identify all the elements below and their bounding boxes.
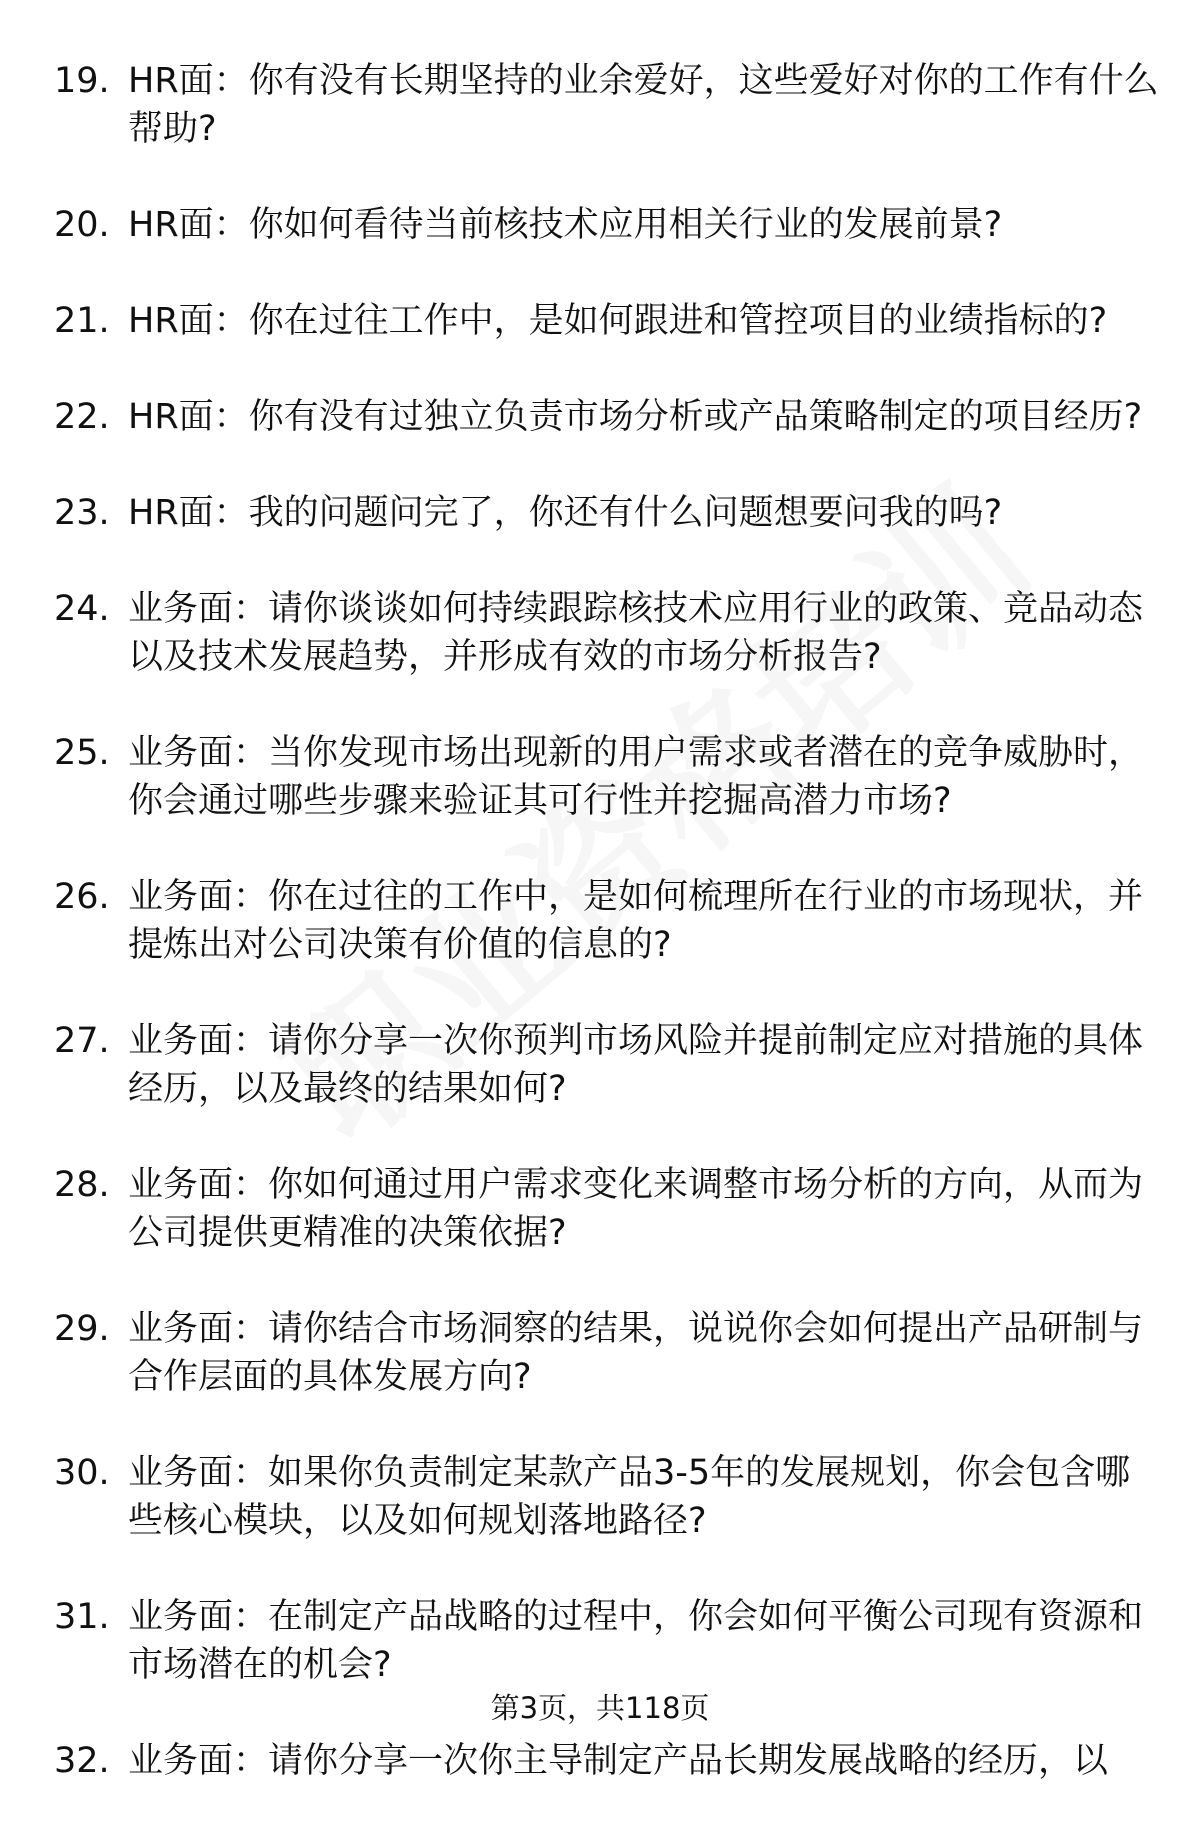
- list-item: [0, 1449, 1200, 1545]
- list-item: [0, 297, 1200, 345]
- list-item: [0, 1305, 1200, 1401]
- question-text: HR面：你有没有过独立负责市场分析或产品策略制定的项目经历?: [128, 397, 1143, 437]
- list-item: [0, 729, 1200, 825]
- list-item: [0, 1737, 1200, 1785]
- question-list: [0, 57, 1200, 1833]
- question-number: 30.: [54, 1453, 110, 1493]
- list-item: [0, 57, 1200, 153]
- question-number: 20.: [54, 205, 110, 245]
- question-text: 业务面：请你分享一次你预判市场风险并提前制定应对措施的具体经历，以及最终的结果如何?: [128, 1021, 1144, 1109]
- question-text: 业务面：当你发现市场出现新的用户需求或者潜在的竞争威胁时，你会通过哪些步骤来验证其可行性并挖掘高潜力市场?: [128, 733, 1144, 821]
- list-item: [0, 1593, 1200, 1689]
- question-text: HR面：你在过往工作中，是如何跟进和管控项目的业绩指标的?: [128, 301, 1108, 341]
- list-item: [0, 1161, 1200, 1257]
- question-number: 25.: [54, 733, 110, 773]
- question-number: 26.: [54, 877, 110, 917]
- question-text: 业务面：请你谈谈如何持续跟踪核技术应用行业的政策、竞品动态以及技术发展趋势，并形成有效的市场分析报告?: [128, 589, 1144, 677]
- question-text: 业务面：你在过往的工作中，是如何梳理所在行业的市场现状，并提炼出对公司决策有价值的信息的?: [128, 877, 1144, 965]
- page-footer: 第3页，共118页: [490, 1691, 710, 1725]
- question-number: 29.: [54, 1309, 110, 1349]
- question-number: 27.: [54, 1021, 110, 1061]
- question-text: 业务面：你如何通过用户需求变化来调整市场分析的方向，从而为公司提供更精准的决策依据?: [128, 1165, 1144, 1253]
- question-text: HR面：你如何看待当前核技术应用相关行业的发展前景?: [128, 205, 1003, 245]
- list-item: [0, 1017, 1200, 1113]
- list-item: [0, 873, 1200, 969]
- question-number: 19.: [54, 61, 110, 101]
- list-item: [0, 585, 1200, 681]
- list-item: [0, 393, 1200, 441]
- question-text: 业务面：如果你负责制定某款产品3-5年的发展规划，你会包含哪些核心模块，以及如何规划落地路径?: [128, 1453, 1131, 1541]
- question-number: 23.: [54, 493, 110, 533]
- question-text: 业务面：请你分享一次你主导制定产品长期发展战略的经历，以: [128, 1741, 1109, 1781]
- question-number: 24.: [54, 589, 110, 629]
- question-text: HR面：你有没有长期坚持的业余爱好，这些爱好对你的工作有什么帮助?: [128, 61, 1159, 149]
- question-number: 31.: [54, 1597, 110, 1637]
- question-text: HR面：我的问题问完了，你还有什么问题想要问我的吗?: [128, 493, 1003, 533]
- list-item: [0, 201, 1200, 249]
- question-number: 21.: [54, 301, 110, 341]
- question-text: 业务面：在制定产品战略的过程中，你会如何平衡公司现有资源和市场潜在的机会?: [128, 1597, 1144, 1685]
- list-item: [0, 489, 1200, 537]
- question-number: 32.: [54, 1741, 110, 1781]
- question-text: 业务面：请你结合市场洞察的结果，说说你会如何提出产品研制与合作层面的具体发展方向?: [128, 1309, 1144, 1397]
- question-number: 22.: [54, 397, 110, 437]
- question-number: 28.: [54, 1165, 110, 1205]
